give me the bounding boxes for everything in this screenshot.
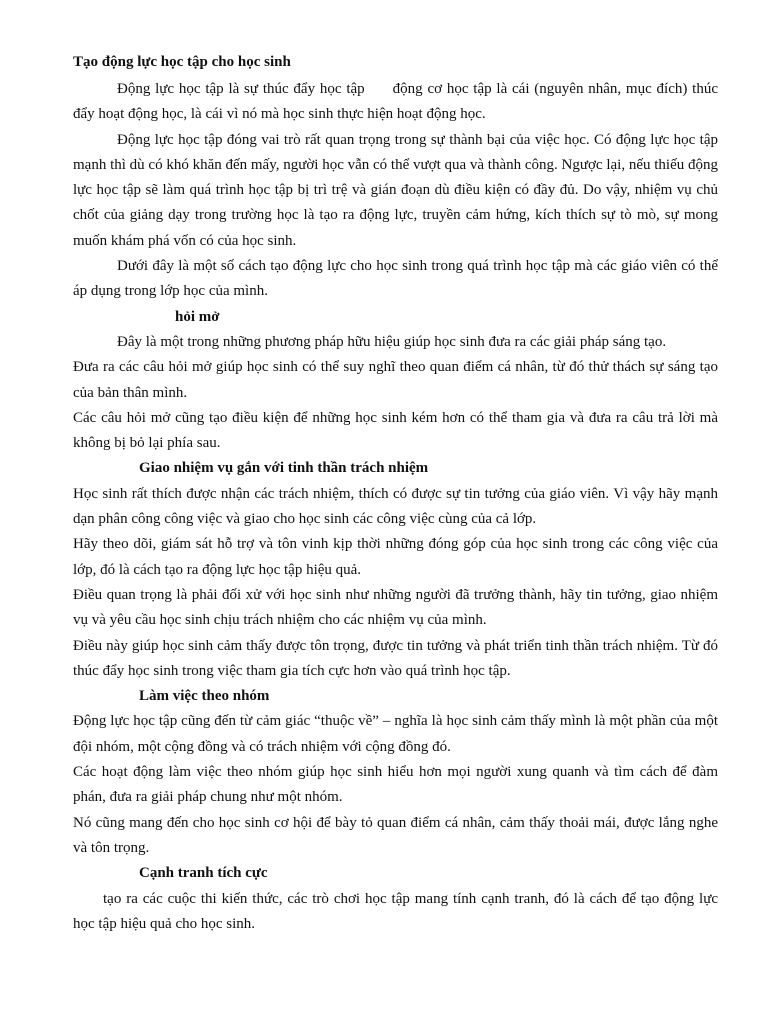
- section-2-paragraph: Điều này giúp học sinh cảm thấy được tôn trọng, được tin tưởng và phát triển tinh thần trách nhiệm. Từ đó thúc đẩy học sinh trong việc tham gia tích cực hơn vào quá trình học tập.: [73, 637, 718, 679]
- section-3-paragraph: Các hoạt động làm việc theo nhóm giúp học sinh hiểu hơn mọi người xung quanh và tìm cách để đàm phán, đưa ra giải pháp chung như một nhóm.: [73, 764, 718, 806]
- section-1-paragraph: Đây là một trong những phương pháp hữu hiệu giúp học sinh đưa ra các giải pháp sáng tạo.: [117, 333, 667, 350]
- section-heading-open-questions: hỏi mở: [175, 308, 220, 325]
- intro-part-2: động cơ học tập là cái (nguyên nhân, mục đích) thúc đẩy hoạt động học, là cái vì nó mà học sinh thực hiện hoạt động học.: [73, 81, 718, 123]
- document-title: Tạo động lực học tập cho học sinh: [73, 54, 291, 70]
- section-2-paragraph: Học sinh rất thích được nhận các trách nhiệm, thích có được sự tin tưởng của giáo viên. Vì vậy hãy mạnh dạn phân công công việc và giao cho học sinh các công việc cùng của cả lớp.: [73, 485, 718, 528]
- section-3-paragraph: Động lực học tập cũng đến từ cảm giác “thuộc về” – nghĩa là học sinh cảm thấy mình là một phần của một đội nhóm, một cộng đồng và có trách nhiệm với cộng đồng đó.: [73, 713, 718, 755]
- section-2-paragraph: Hãy theo dõi, giám sát hỗ trợ và tôn vinh kịp thời những đóng góp của học sinh trong các công việc của lớp, đó là cách tạo ra động lực học tập hiệu quả.: [73, 536, 718, 578]
- section-heading-competition: Cạnh tranh tích cực: [139, 865, 268, 882]
- section-3-paragraph: Nó cũng mang đến cho học sinh cơ hội để bày tỏ quan điểm cá nhân, cảm thấy thoải mái, được lắng nghe và tôn trọng.: [73, 814, 718, 856]
- intro-paragraph: [73, 77, 718, 128]
- list-intro-paragraph: Dưới đây là một số cách tạo động lực cho học sinh trong quá trình học tập mà các giáo viên có thể áp dụng trong lớp học của mình.: [73, 258, 718, 300]
- intro-part-1: Động lực học tập là sự thúc đẩy học tập: [117, 81, 365, 97]
- section-1-paragraph: Các câu hỏi mở cũng tạo điều kiện để những học sinh kém hơn có thể tham gia và đưa ra câu trả lời mà không bị bỏ lại phía sau.: [73, 409, 718, 452]
- section-2-paragraph: Điều quan trọng là phải đối xử với học sinh như những người đã trưởng thành, hãy tin tưởng, giao nhiệm vụ và yêu cầu học sinh chịu trách nhiệm cho các nhiệm vụ của mình.: [73, 586, 718, 629]
- section-heading-teamwork: Làm việc theo nhóm: [139, 688, 270, 705]
- importance-paragraph: Động lực học tập đóng vai trò rất quan trọng trong sự thành bại của việc học. Có động lực học tập mạnh thì dù có khó khăn đến mấy, người học vẫn có thể vượt qua và thành công. Ngược lại, nếu thiếu động lực học tập sẽ làm quá trình học tập bị trì trệ và gián đoạn dù điều kiện có đầy đủ. Do vậy, nhiệm vụ chủ chốt của giảng dạy trong trường học là tạo ra động lực, truyền cảm hứng, kích thích sự tò mò, sự mong muốn khám phá vốn có của học sinh.: [73, 131, 718, 249]
- section-1-paragraph: Đưa ra các câu hỏi mở giúp học sinh có thể suy nghĩ theo quan điểm cá nhân, từ đó thử thách sự sáng tạo của bản thân mình.: [73, 359, 718, 401]
- section-4-paragraph: tạo ra các cuộc thi kiến thức, các trò chơi học tập mang tính cạnh tranh, đó là cách để tạo động lực học tập hiệu quả cho học sinh.: [73, 890, 718, 932]
- section-heading-responsibility: Giao nhiệm vụ gắn với tinh thần trách nhiệm: [139, 460, 429, 477]
